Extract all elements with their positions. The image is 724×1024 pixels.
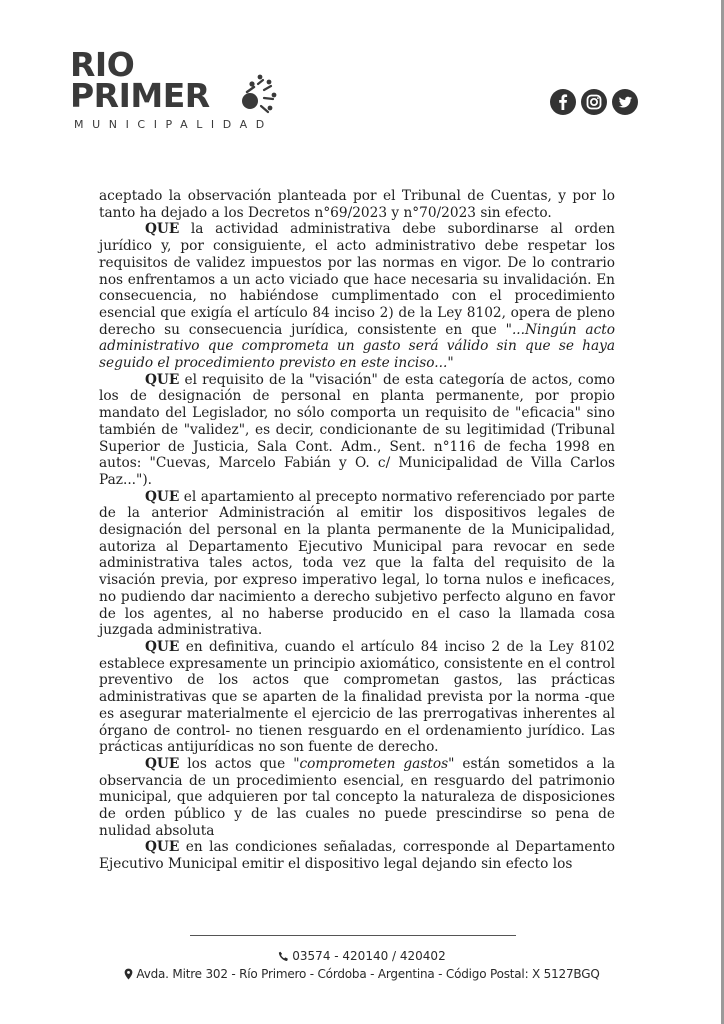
paragraph-text: en las condiciones señaladas, corresponde al Departamento Ejecutivo Municipal emitir el dispositivo legal dejando sin efecto los [99,839,615,873]
paragraph-text-cont: están sometidos a la observancia de un procedimiento esencial, en resguardo del patrimonio municipal, que adquieren por tal concepto la naturaleza de disposiciones de orden público y de las cuales no puede prescindirse so pena de nulidad absoluta [99,755,615,839]
italic-quote: ...Ningún acto administrativo que comprometa un gasto será válido sin que se haya seguido el procedimiento previsto en este inciso... [99,321,615,372]
paragraph-text: en definitiva, cuando el artículo 84 inciso 2 de la Ley 8102 establece expresamente un principio axiomático, consistente en el control preventivo de los actos que comprometan gastos, las prácticas administrativas que se aparten de la finalidad prevista por la norma -que es asegurar materialmente el ejercicio de las prerrogativas inherentes al órgano de control- no tienen resguardo en el ordenamiento jurídico. Las prácticas antijurídicas no son fuente de derecho. [99,638,615,756]
paragraph-text: los actos que [179,755,294,772]
que-keyword: QUE [145,371,180,388]
social-icons [549,88,639,116]
instagram-icon[interactable] [580,88,608,116]
address-text: Avda. Mitre 302 - Río Primero - Córdoba - Argentina - Código Postal: X 5127BGQ [136,967,600,981]
paragraph-que-2 [99,372,615,489]
logo-subtitle: MUNICIPALIDAD [74,118,273,131]
twitter-icon[interactable] [611,88,639,116]
que-keyword: QUE [145,488,180,505]
italic-quote: "comprometen gastos" [293,755,455,772]
quote-end: " [447,355,454,372]
que-keyword: QUE [145,839,180,856]
phone-icon [278,951,289,962]
phone-text: 03574 - 420140 / 420402 [292,949,446,963]
footer-divider [190,935,516,936]
municipality-logo [70,46,300,136]
paragraph-text: el apartamiento al precepto normativo referenciado por parte de la anterior Administración al emitir los dispositivos legales de designación del personal en la planta permanente de la Municipalidad, autoriza al Departamento Ejecutivo Municipal para revocar en sede administrativa tales actos, toda vez que la falta del requisito de la visación previa, por expreso imperativo legal, lo torna nulos e ineficaces, no pudiendo dar nacimiento a derecho subjetivo perfecto alguno en favor de los agentes, al no haberse producido en el caso la llamada cosa juzgada administrativa. [99,488,615,639]
que-keyword: QUE [145,638,180,655]
logo-people-mark-icon [236,68,282,118]
paragraph-text: la actividad administrativa debe subordinarse al orden jurídico y, por consiguiente, el acto administrativo debe respetar los requisitos de validez impuestos por las normas en vigor. De lo contrario nos enfrentamos a un acto viciado que hace necesaria su invalidación. En consecuencia, no habiéndose cumplimentado con el procedimiento esencial que exigía el artículo 84 inciso 2) de la Ley 8102, opera de pleno derecho su consecuencia jurídica, consistente en que " [99,221,615,338]
location-pin-icon [124,968,133,980]
facebook-icon[interactable] [549,88,577,116]
paragraph-text: el requisito de la "visación" de esta categoría de actos, como los de designación de personal en planta permanente, por propio mandato del Legislador, no sólo comporta un requisito de "eficacia" sino también de "validez", es decir, condicionante de su legitimidad (Tribunal Superior de Justicia, Sala Cont. Adm., Sent. n°116 de fecha 1998 en autos: "Cuevas, Marcelo Fabián y O. c/ Municipalidad de Villa Carlos Paz..."). [99,371,615,488]
footer-phone [0,949,724,963]
logo-line-rio: RIO [70,45,135,84]
logo-line-primero: PRIMER [70,76,210,115]
paragraph-que-6 [99,839,615,872]
document-body [99,188,615,873]
que-keyword: QUE [145,755,180,772]
paragraph-que-1 [99,221,615,371]
paragraph-que-3 [99,489,615,639]
paragraph-intro: aceptado la observación planteada por el Tribunal de Cuentas, y por lo tanto ha dejado a los Decretos n°69/2023 y n°70/2023 sin efecto. [99,188,615,221]
paragraph-que-5 [99,756,615,840]
que-keyword: QUE [145,221,180,238]
footer-address [0,967,724,981]
paragraph-que-4 [99,639,615,756]
